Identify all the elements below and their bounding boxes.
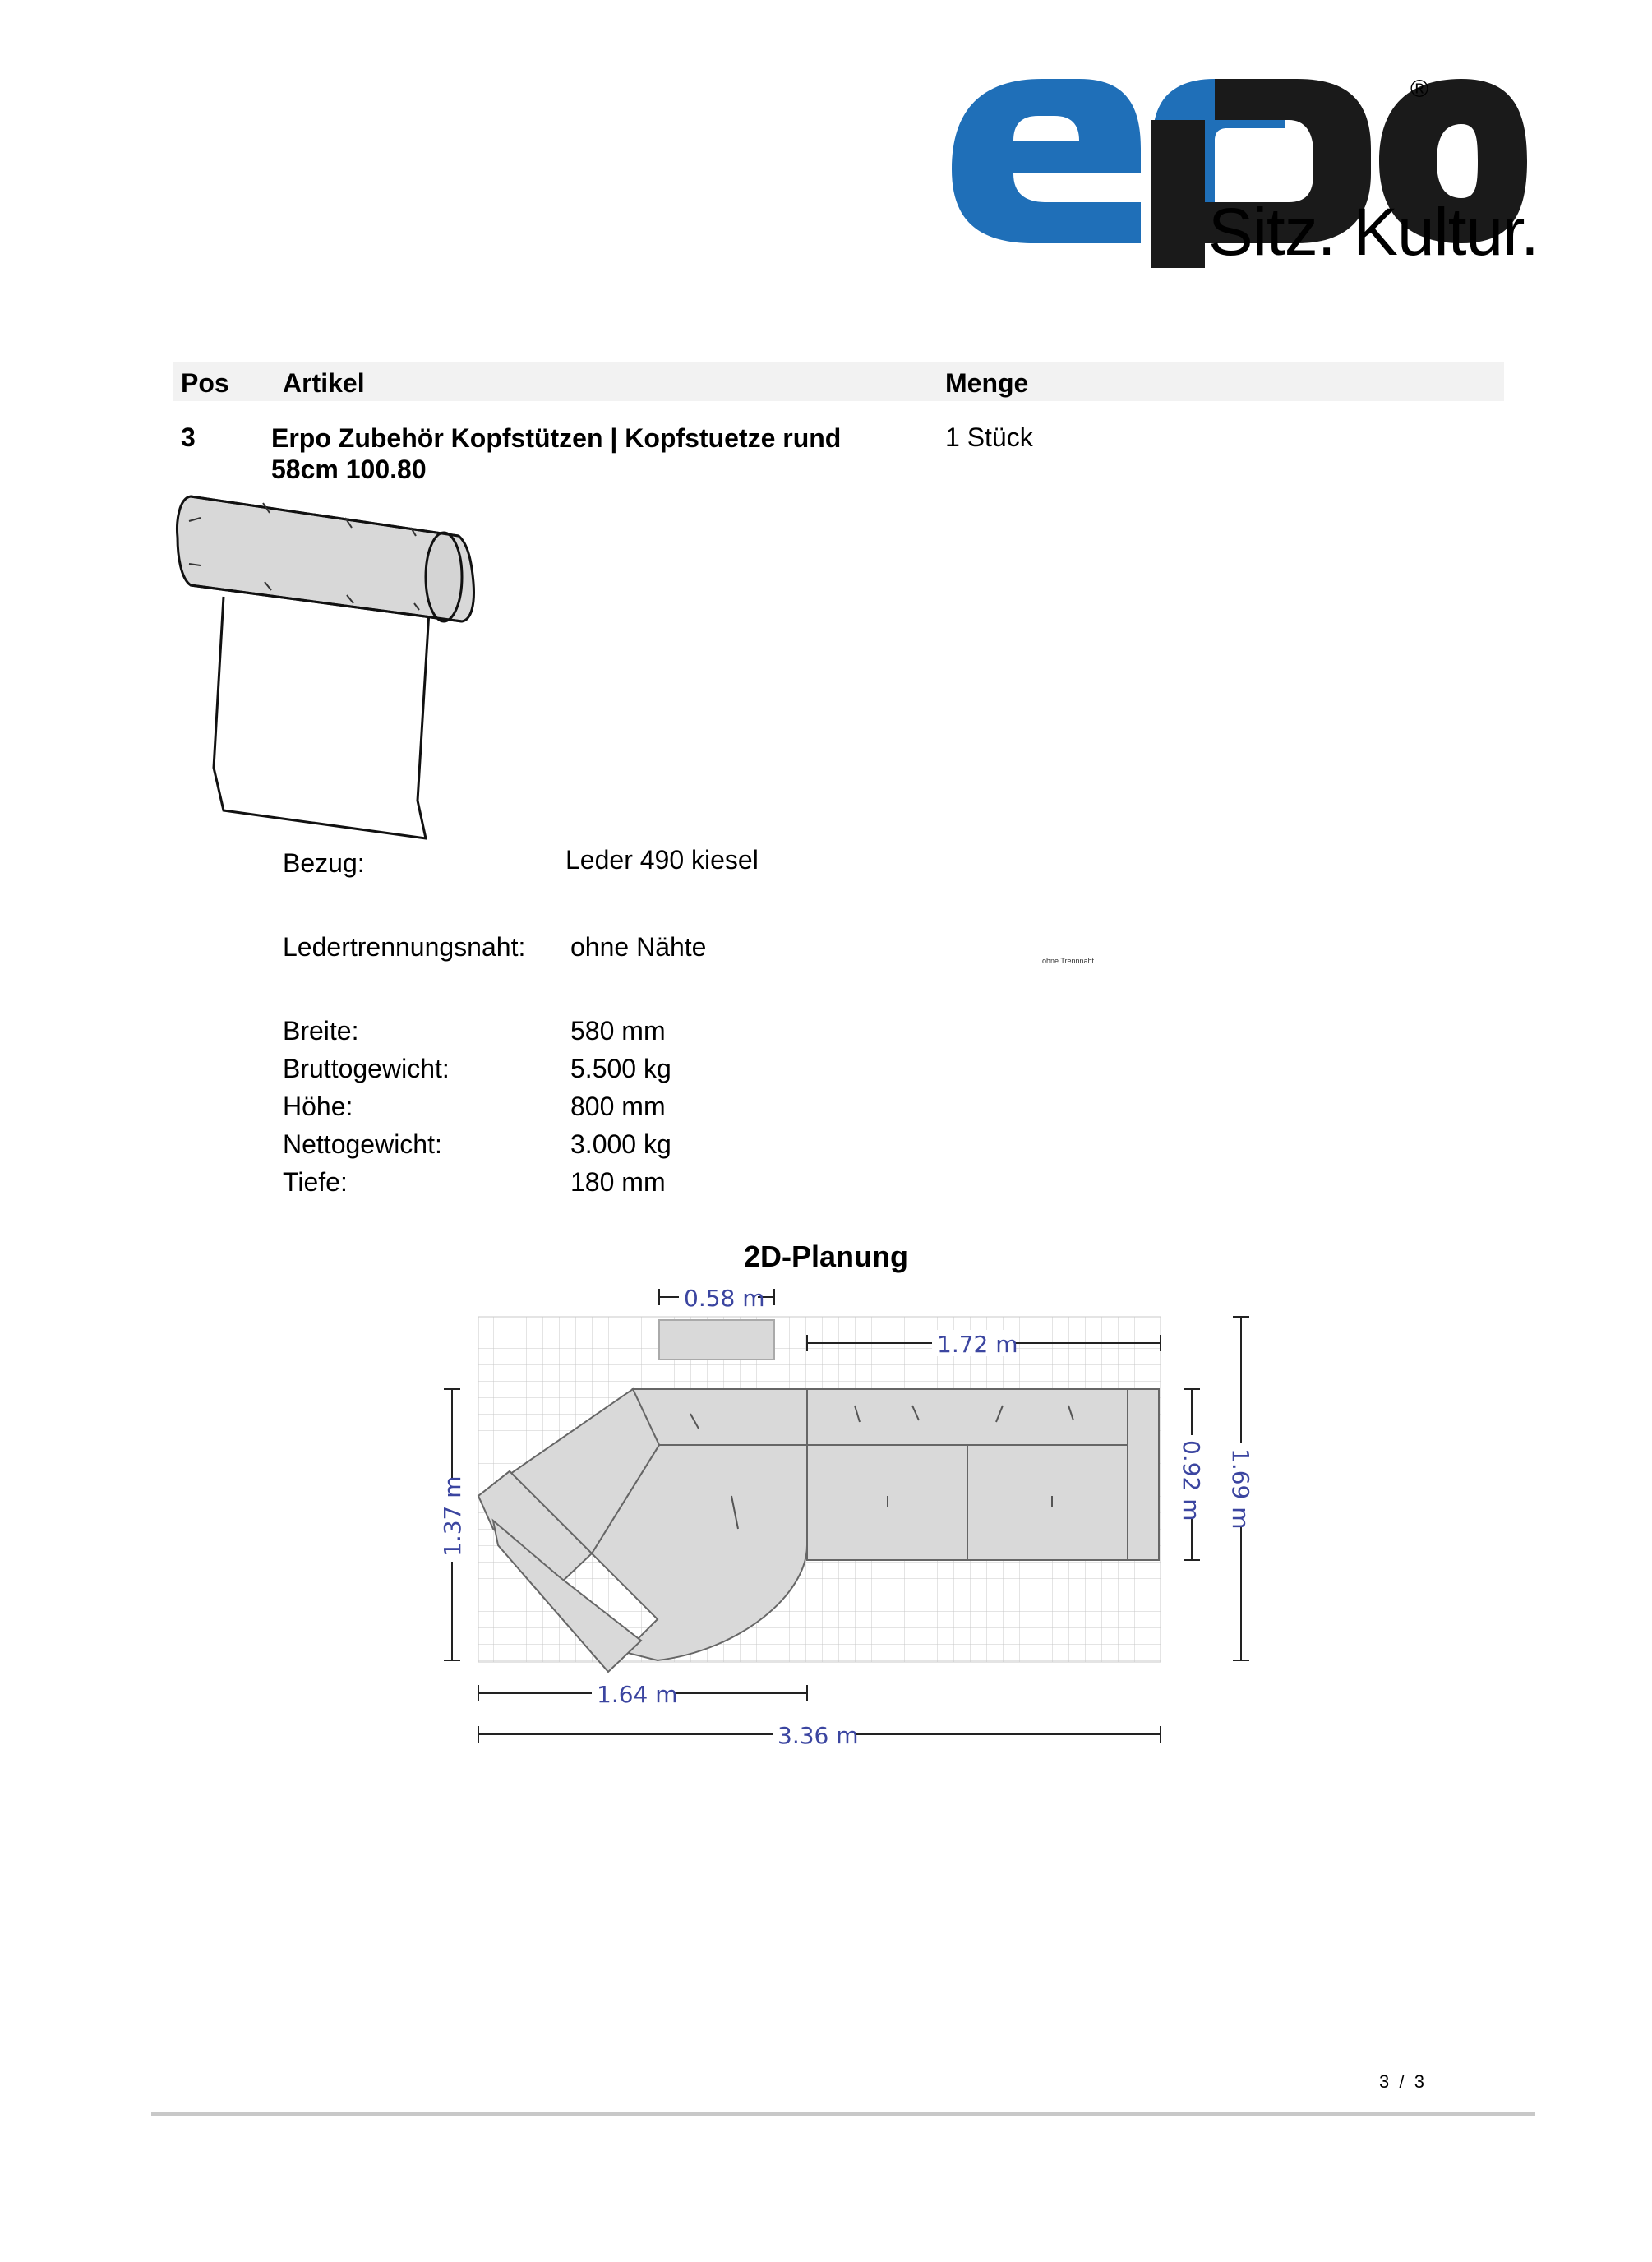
seam-note: ohne Trennnaht [1042,957,1095,965]
label-bezug: Bezug: [283,848,365,878]
dim-straight-width: 1.72 m [937,1331,1018,1358]
value-breite: 580 mm [570,1016,666,1046]
value-bezug: Leder 490 kiesel [565,845,759,875]
dim-headrest-width: 0.58 m [684,1285,765,1312]
label-tiefe: Tiefe: [283,1167,348,1197]
planning-drawing [427,1282,1254,1749]
planning-title: 2D-Planung [743,1239,908,1273]
value-nettogewicht: 3.000 kg [570,1129,671,1159]
dim-corner-width: 1.64 m [597,1681,678,1708]
dim-seat-depth: 0.92 m [1178,1440,1205,1521]
column-header-menge: Menge [945,368,1029,398]
product-title: Erpo Zubehör Kopfstützen | Kopfstuetze rund 58cm 100.80 [271,423,842,484]
value-bruttogewicht: 5.500 kg [570,1054,671,1083]
dim-total-depth: 1.69 m [1227,1448,1254,1530]
dim-total-width: 3.36 m [778,1722,859,1749]
dim-left-depth: 1.37 m [439,1475,466,1557]
page-number: 3 / 3 [1379,2071,1425,2092]
row-quantity: 1 Stück [945,422,1033,452]
label-breite: Breite: [283,1016,359,1046]
headrest-drawing [173,488,485,850]
column-header-pos: Pos [181,368,229,398]
brand-tagline: Sitz. Kultur. [1208,195,1539,270]
registered-mark: ® [1410,76,1429,103]
label-nettogewicht: Nettogewicht: [283,1129,442,1159]
row-pos: 3 [181,422,196,452]
value-naht: ohne Nähte [570,932,707,962]
table-header [173,362,1504,401]
value-hoehe: 800 mm [570,1092,666,1121]
value-tiefe: 180 mm [570,1167,666,1197]
plan-headrest [659,1320,774,1360]
label-naht: Ledertrennungsnaht: [283,932,526,962]
column-header-artikel: Artikel [283,368,365,398]
label-hoehe: Höhe: [283,1092,353,1121]
footer-divider [151,2112,1535,2116]
label-bruttogewicht: Bruttogewicht: [283,1054,450,1083]
